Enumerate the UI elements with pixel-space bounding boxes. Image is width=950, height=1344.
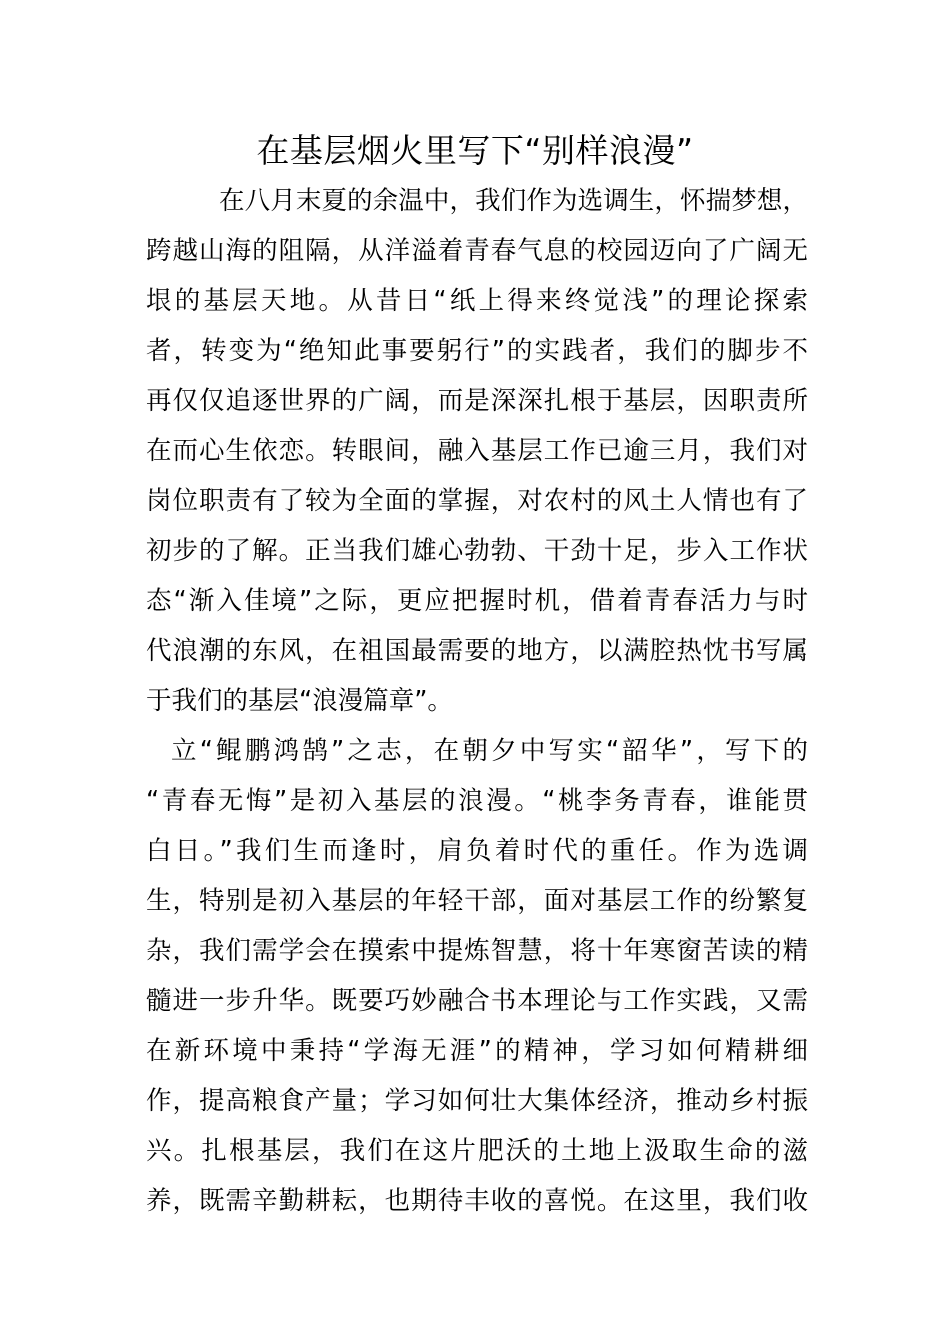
- paragraph-2: [146, 726, 808, 1226]
- text-line: 态“渐入佳境”之际，更应把握时机，借着青春活力与时: [146, 586, 808, 616]
- text-line: 生，特别是初入基层的年轻干部，面对基层工作的纷繁复: [146, 886, 808, 916]
- text-line: 垠的基层天地。从昔日“纸上得来终觉浅”的理论探索: [146, 286, 808, 316]
- text-line: 髓进一步升华。既要巧妙融合书本理论与工作实践，又需: [146, 986, 808, 1016]
- document-title: 在基层烟火里写下“别样浪漫”: [256, 131, 694, 170]
- text-line: 养，既需辛勤耕耘，也期待丰收的喜悦。在这里，我们收: [146, 1186, 808, 1216]
- text-line: 在新环境中秉持“学海无涯”的精神，学习如何精耕细: [146, 1036, 808, 1066]
- paragraph-1: [146, 176, 808, 726]
- text-line: 初步的了解。正当我们雄心勃勃、干劲十足，步入工作状: [146, 536, 808, 566]
- text-line: 白日。”我们生而逢时，肩负着时代的重任。作为选调: [146, 836, 808, 866]
- text-line: 者，转变为“绝知此事要躬行”的实践者，我们的脚步不: [146, 336, 808, 366]
- text-line: 岗位职责有了较为全面的掌握，对农村的风土人情也有了: [146, 486, 808, 516]
- text-line: 立“鲲鹏鸿鹄”之志，在朝夕中写实“韶华”，写下的: [171, 736, 808, 766]
- text-line: 在而心生依恋。转眼间，融入基层工作已逾三月，我们对: [146, 436, 808, 466]
- document-body: [146, 176, 808, 1226]
- text-line: 在八月末夏的余温中，我们作为选调生，怀揣梦想，: [219, 186, 808, 216]
- text-line: “青春无悔”是初入基层的浪漫。“桃李务青春，谁能贯: [146, 786, 808, 816]
- text-line: 代浪潮的东风，在祖国最需要的地方，以满腔热忱书写属: [146, 636, 808, 666]
- text-line: 再仅仅追逐世界的广阔，而是深深扎根于基层，因职责所: [146, 386, 808, 416]
- text-line: 兴。扎根基层，我们在这片肥沃的土地上汲取生命的滋: [146, 1136, 808, 1166]
- text-line: 跨越山海的阻隔，从洋溢着青春气息的校园迈向了广阔无: [146, 236, 808, 266]
- text-line: 杂，我们需学会在摸索中提炼智慧，将十年寒窗苦读的精: [146, 936, 808, 966]
- text-line: 作，提高粮食产量；学习如何壮大集体经济，推动乡村振: [146, 1086, 808, 1116]
- text-line: 于我们的基层“浪漫篇章”。: [146, 686, 453, 716]
